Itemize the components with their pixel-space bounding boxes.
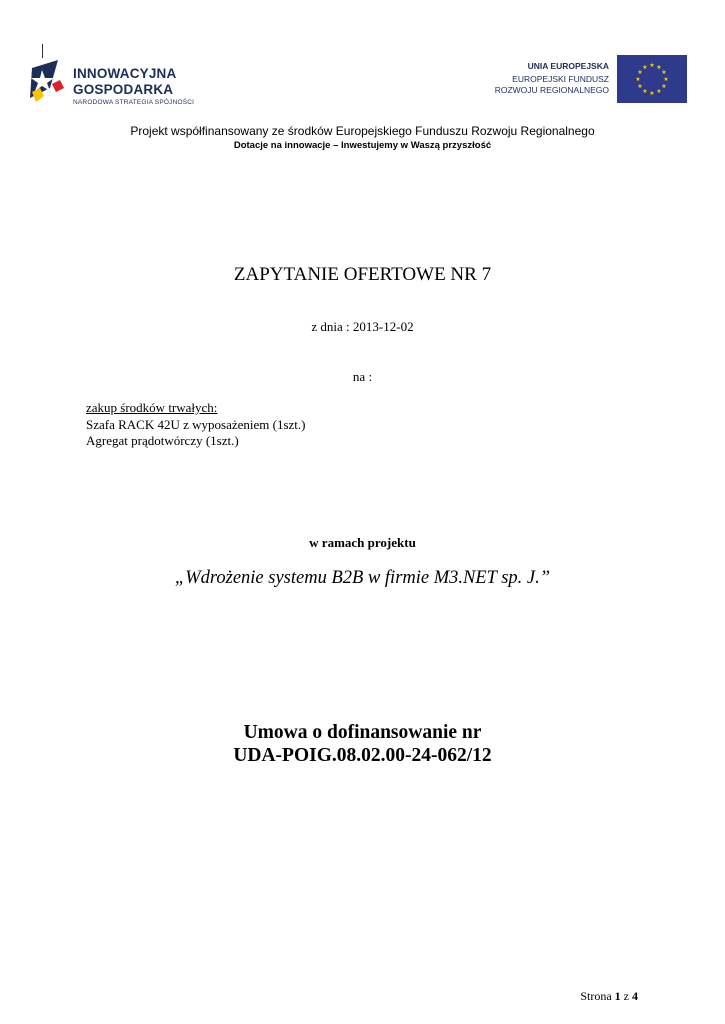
innowacyjna-gospodarka-logo: [28, 44, 198, 108]
page-current: 1: [614, 989, 621, 1003]
logo-left-line1: INNOWACYJNA: [73, 66, 177, 81]
page-total: 4: [632, 989, 638, 1003]
framework-label: w ramach projektu: [309, 535, 416, 550]
project-title: „Wdrożenie systemu B2B w firmie M3.NET sp. J.”: [174, 568, 551, 588]
svg-text:★: ★: [663, 76, 669, 83]
na-label: na :: [352, 369, 373, 384]
svg-text:★: ★: [661, 83, 667, 90]
logo-left-line2: GOSPODARKA: [73, 82, 174, 97]
cofinancing-note: Projekt współfinansowany ze środków Europejskiego Funduszu Rozwoju Regionalnego: [130, 124, 595, 138]
list-item: Szafa RACK 42U z wyposażeniem (1szt.): [86, 416, 306, 432]
svg-text:★: ★: [649, 90, 655, 97]
eu-logo-line1: UNIA EUROPEJSKA: [527, 61, 609, 71]
svg-text:★: ★: [637, 69, 643, 76]
items-heading: zakup środków trwałych:: [86, 400, 218, 415]
eu-logo: [482, 53, 687, 105]
purchase-items: [86, 400, 306, 450]
svg-text:★: ★: [656, 64, 662, 71]
page-separator: z: [623, 989, 629, 1003]
svg-text:★: ★: [656, 88, 662, 95]
agreement-number: UDA-POIG.08.02.00-24-062/12: [233, 745, 492, 766]
star-emblem-icon: [28, 54, 68, 104]
document-title: ZAPYTANIE OFERTOWE NR 7: [233, 264, 492, 285]
svg-text:★: ★: [661, 69, 667, 76]
page-prefix: Strona: [580, 989, 612, 1003]
svg-text:★: ★: [642, 88, 648, 95]
svg-text:★: ★: [642, 64, 648, 71]
svg-text:★: ★: [635, 76, 641, 83]
eu-logo-line3: ROZWOJU REGIONALNEGO: [494, 85, 609, 95]
page-number: [580, 989, 638, 1004]
motto: Dotacje na innowacje – Inwestujemy w Waszą przyszłość: [233, 140, 492, 151]
agreement-heading: Umowa o dofinansowanie nr: [243, 722, 482, 743]
svg-text:★: ★: [649, 62, 655, 69]
logo-left-line3: NARODOWA STRATEGIA SPÓJNOŚCI: [73, 99, 195, 106]
eu-flag-icon: [617, 55, 687, 103]
eu-logo-line2: EUROPEJSKI FUNDUSZ: [512, 74, 609, 84]
date-line: z dnia : 2013-12-02: [311, 319, 414, 334]
list-item: Agregat prądotwórczy (1szt.): [86, 433, 239, 448]
svg-text:★: ★: [637, 83, 643, 90]
